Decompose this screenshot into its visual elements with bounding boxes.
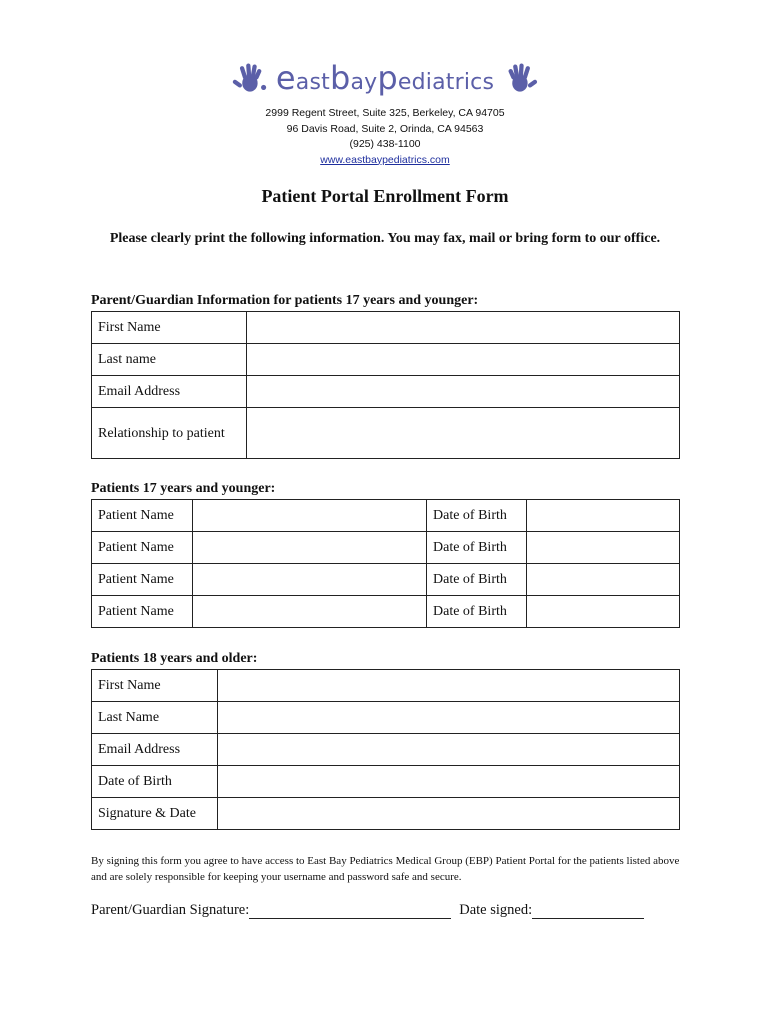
- consent-statement: By signing this form you agree to have access to East Bay Pediatrics Medical Group (EBP) Patient Portal for the patients listed above and are solely responsible for keeping your username and password safe and secure.: [91, 855, 680, 883]
- signature-row: [91, 902, 644, 919]
- guardian-signature-label: Parent/Guardian Signature:: [91, 902, 250, 918]
- date-of-birth-field[interactable]: [527, 532, 680, 564]
- field-label: Patient Name: [92, 500, 193, 532]
- logo-wordmark: eastbaypediatrics: [275, 59, 495, 97]
- hand-right-icon: [502, 58, 538, 98]
- table-row: [92, 376, 680, 408]
- field-label: Patient Name: [92, 564, 193, 596]
- field-label: Last name: [92, 344, 247, 376]
- clinic-logo: [232, 57, 538, 99]
- field-label: Date of Birth: [427, 596, 527, 628]
- guardian-email-field[interactable]: [247, 376, 680, 408]
- table-row: [92, 596, 680, 628]
- table-row: [92, 766, 680, 798]
- guardian-first-name-field[interactable]: [247, 312, 680, 344]
- date-of-birth-field[interactable]: [527, 500, 680, 532]
- adult-signature-date-field[interactable]: [218, 798, 680, 830]
- form-title: Patient Portal Enrollment Form: [261, 186, 509, 206]
- table-row: [92, 344, 680, 376]
- website-link[interactable]: www.eastbaypediatrics.com: [320, 153, 450, 166]
- guardian-section-label: Parent/Guardian Information for patients 17 years and younger:: [91, 293, 479, 308]
- adult-date-of-birth-field[interactable]: [218, 766, 680, 798]
- field-label: First Name: [92, 312, 247, 344]
- date-of-birth-field[interactable]: [527, 564, 680, 596]
- patient-name-field[interactable]: [193, 532, 427, 564]
- adults-section-label: Patients 18 years and older:: [91, 651, 258, 666]
- guardian-info-table: [91, 311, 680, 459]
- form-instructions: Please clearly print the following information. You may fax, mail or bring form to our office.: [109, 231, 661, 246]
- clinic-address: [0, 106, 770, 168]
- field-label: Date of Birth: [427, 564, 527, 596]
- table-row: [92, 408, 680, 459]
- guardian-relationship-field[interactable]: [247, 408, 680, 459]
- table-row: [92, 798, 680, 830]
- address-line-1: 2999 Regent Street, Suite 325, Berkeley, CA 94705: [265, 107, 505, 119]
- table-row: [92, 500, 680, 532]
- adult-email-field[interactable]: [218, 734, 680, 766]
- minor-patients-table: [91, 499, 680, 628]
- patient-name-field[interactable]: [193, 564, 427, 596]
- field-label: Date of Birth: [92, 766, 218, 798]
- adult-first-name-field[interactable]: [218, 670, 680, 702]
- table-row: [92, 670, 680, 702]
- adult-last-name-field[interactable]: [218, 702, 680, 734]
- field-label: Last Name: [92, 702, 218, 734]
- guardian-signature-line[interactable]: [249, 902, 451, 919]
- phone-number: (925) 438-1100: [349, 138, 421, 150]
- field-label: Email Address: [92, 376, 247, 408]
- table-row: [92, 702, 680, 734]
- table-row: [92, 532, 680, 564]
- date-signed-line[interactable]: [532, 902, 644, 919]
- field-label: Date of Birth: [427, 532, 527, 564]
- field-label: Email Address: [92, 734, 218, 766]
- field-label: Patient Name: [92, 532, 193, 564]
- field-label: Date of Birth: [427, 500, 527, 532]
- minors-section-label: Patients 17 years and younger:: [91, 481, 276, 496]
- guardian-last-name-field[interactable]: [247, 344, 680, 376]
- table-row: [92, 564, 680, 596]
- field-label: First Name: [92, 670, 218, 702]
- table-row: [92, 734, 680, 766]
- address-line-2: 96 Davis Road, Suite 2, Orinda, CA 94563: [286, 122, 484, 135]
- date-signed-label: Date signed:: [459, 902, 533, 918]
- date-of-birth-field[interactable]: [527, 596, 680, 628]
- table-row: [92, 312, 680, 344]
- field-label: Patient Name: [92, 596, 193, 628]
- patient-name-field[interactable]: [193, 500, 427, 532]
- adult-patients-table: [91, 669, 680, 830]
- hand-left-icon: [232, 58, 268, 98]
- field-label: Signature & Date: [92, 798, 218, 830]
- field-label: Relationship to patient: [92, 408, 247, 459]
- patient-name-field[interactable]: [193, 596, 427, 628]
